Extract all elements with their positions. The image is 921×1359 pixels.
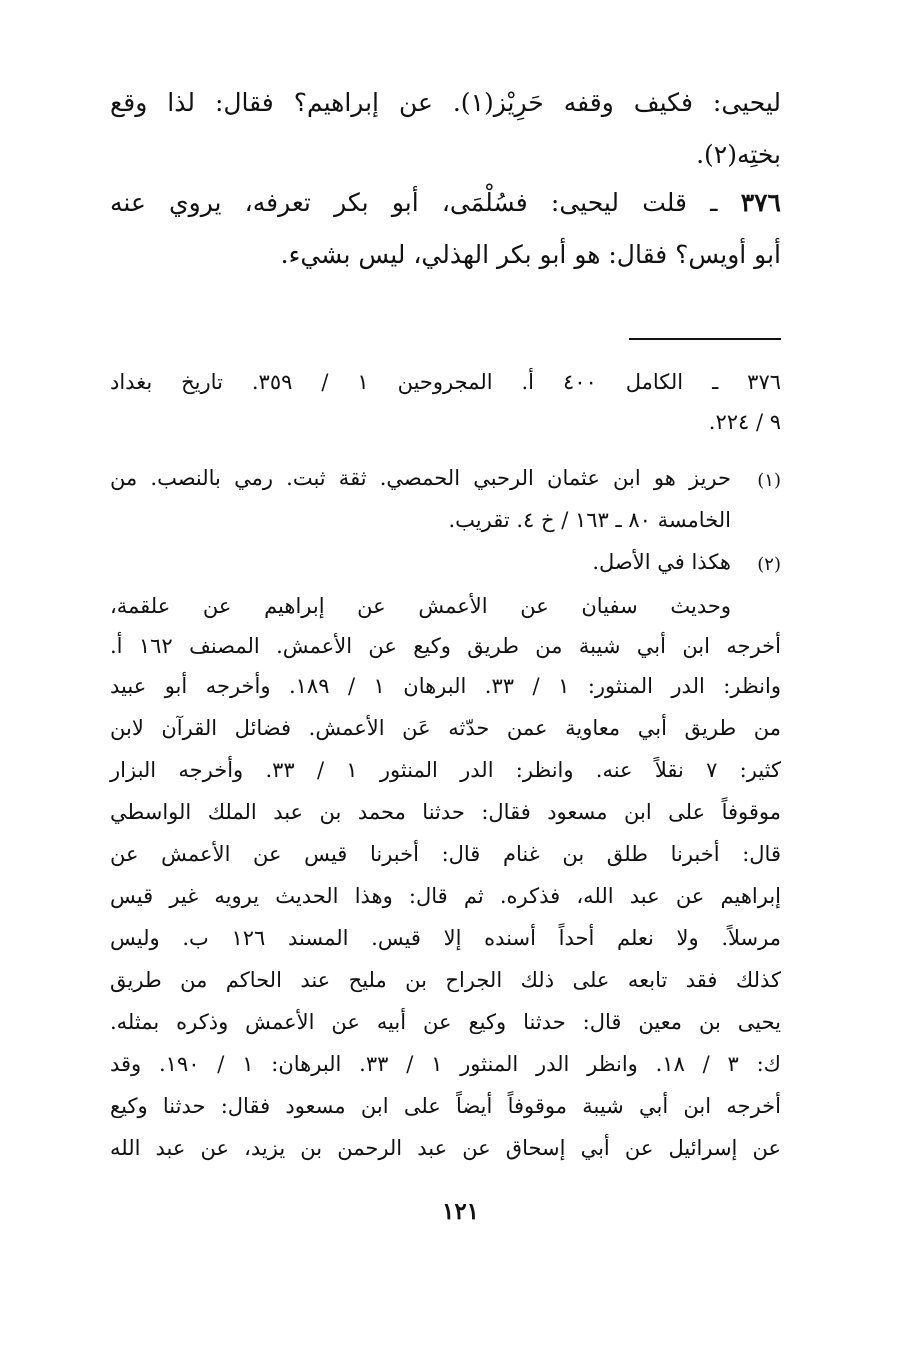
continuation-line: مرسلاً. ولا نعلم أحداً أسنده إلا قيس. المسند ١٢٦ ب. وليس: [110, 926, 781, 950]
continuation-line: إبراهيم عن عبد الله، فذكره. ثم قال: وهذا الحديث يرويه غير قيس: [110, 884, 781, 908]
continuation-line: موقوفاً على ابن مسعود فقال: حدثنا محمد بن عبد الملك الواسطي: [110, 800, 781, 824]
main-text-line-3: [110, 188, 781, 217]
continuation-line: أخرجه ابن أبي شيبة من طريق وكيع عن الأعمش. المصنف ١٦٢ أ.: [110, 634, 781, 658]
footnote-1-line-2: الخامسة ٨٠ ـ ١٦٣ / خ ٤. تقريب.: [448, 508, 731, 532]
footnote-2-line-1: هكذا في الأصل.: [592, 550, 731, 574]
footnote-1-marker: (١): [757, 470, 781, 491]
main-text-line-4: أبو أويس؟ فقال: هو أبو بكر الهذلي، ليس بشيء.: [280, 240, 781, 269]
continuation-line: قال: أخبرنا طلق بن غنام قال: أخبرنا قيس عن الأعمش عن: [110, 842, 781, 866]
continuation-line: وانظر: الدر المنثور: ١ / ٣٣. البرهان ١ / ١٨٩. وأخرجه أبو عبيد: [110, 674, 781, 698]
continuation-line: ك: ٣ / ١٨. وانظر الدر المنثور ١ / ٣٣. البرهان: ١ / ١٩٠. وقد: [110, 1052, 781, 1076]
entry-text: ـ قلت ليحيى: فسُلْمَى، أبو بكر تعرفه، يروي عنه: [110, 188, 718, 217]
continuation-line: أخرجه ابن أبي شيبة موقوفاً أيضاً على ابن مسعود فقال: حدثنا وكيع: [110, 1094, 781, 1118]
continuation-line: من طريق أبي معاوية عمن حدّثه عَن الأعمش. فضائل القرآن لابن: [110, 716, 781, 740]
main-text-line-2: بختِه(٢).: [696, 140, 781, 169]
continuation-line: كثير: ٧ نقلاً عنه. وانظر: الدر المنثور ١ / ٣٣. وأخرجه البزار: [110, 758, 781, 782]
footnote-2-marker: (٢): [757, 554, 781, 575]
footnote-separator: [629, 338, 781, 340]
continuation-line: يحيى بن معين قال: حدثنا وكيع عن أبيه عن الأعمش وذكره بمثله.: [110, 1010, 781, 1034]
page-number: ١٢١: [441, 1198, 480, 1225]
continuation-line: عن إسرائيل عن أبي إسحاق عن عبد الرحمن بن يزيد، عن عبد الله: [110, 1136, 781, 1160]
continuation-line: كذلك فقد تابعه على ذلك الجراح بن مليح عند الحاكم من طريق: [110, 968, 781, 992]
entry-number: ٣٧٦: [740, 188, 781, 217]
ref-376-line-2: ٩ / ٢٢٤.: [708, 410, 781, 434]
continuation-line: وحديث سفيان عن الأعمش عن إبراهيم عن علقمة،: [110, 594, 731, 618]
ref-376-line-1: ٣٧٦ ـ الكامل ٤٠٠ أ. المجروحين ١ / ٣٥٩. تاريخ بغداد: [110, 370, 782, 394]
main-text-line-1: ليحيى: فكيف وقفه حَرِيْز(١). عن إبراهيم؟ فقال: لذا وقع: [110, 88, 781, 117]
footnote-1-line-1: حريز هو ابن عثمان الرحبي الحمصي. ثقة ثبت. رمي بالنصب. من: [110, 466, 731, 490]
